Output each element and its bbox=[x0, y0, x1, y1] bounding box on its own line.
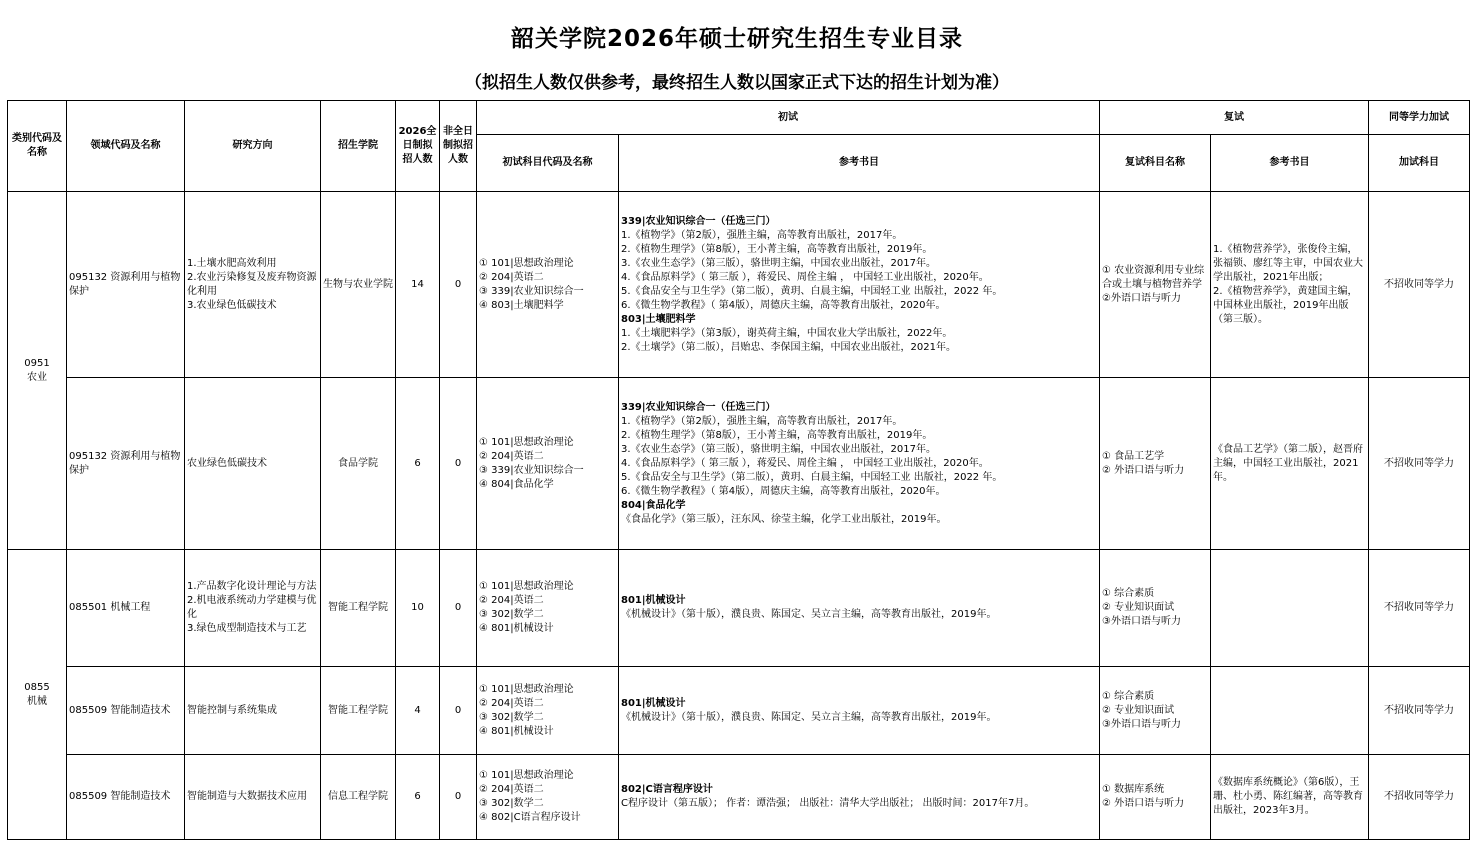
fulltime-cell: 6 bbox=[396, 755, 440, 840]
book-group-title: 804|食品化学 bbox=[621, 499, 686, 511]
header-field: 领域代码及名称 bbox=[67, 101, 185, 192]
college-cell: 智能工程学院 bbox=[321, 667, 396, 755]
parttime-cell: 0 bbox=[440, 550, 477, 667]
fulltime-cell: 14 bbox=[396, 192, 440, 378]
fulltime-cell: 4 bbox=[396, 667, 440, 755]
retest-books-cell: 《食品工艺学》（第二版），赵晋府主编，中国轻工业出版社，2021年。 bbox=[1211, 378, 1369, 550]
equiv-cell: 不招收同等学力 bbox=[1369, 192, 1470, 378]
table-row bbox=[8, 667, 1470, 755]
college-cell: 智能工程学院 bbox=[321, 550, 396, 667]
direction-cell: 1.产品数字化设计理论与方法 2.机电液系统动力学建模与优化 3.绿色成型制造技术与工艺 bbox=[185, 550, 321, 667]
prelim-subjects-cell: ① 101|思想政治理论 ② 204|英语二 ③ 302|数学二 ④ 801|机械设计 bbox=[477, 550, 619, 667]
book-group-title: 339|农业知识综合一（任选三门） bbox=[621, 215, 776, 227]
retest-subjects-cell: ① 食品工艺学 ② 外语口语与听力 bbox=[1100, 378, 1211, 550]
prelim-subjects-cell: ① 101|思想政治理论 ② 204|英语二 ③ 302|数学二 ④ 801|机械设计 bbox=[477, 667, 619, 755]
table-row bbox=[8, 378, 1470, 550]
parttime-cell: 0 bbox=[440, 378, 477, 550]
retest-books-cell: 1.《植物营养学》，张俊伶主编，张福锁、廖红等主审，中国农业大学出版社，2021年出版； 2.《植物营养学》，黄建国主编，中国林业出版社，2019年出版（第三版）。 bbox=[1211, 192, 1369, 378]
prelim-books-cell bbox=[619, 550, 1100, 667]
college-cell: 信息工程学院 bbox=[321, 755, 396, 840]
catalog-table bbox=[7, 100, 1470, 840]
retest-subjects-cell: ① 综合素质 ② 专业知识面试 ③外语口语与听力 bbox=[1100, 550, 1211, 667]
field-cell: 095132 资源利用与植物保护 bbox=[67, 378, 185, 550]
direction-cell: 1.土壤水肥高效利用 2.农业污染修复及废弃物资源化利用 3.农业绿色低碳技术 bbox=[185, 192, 321, 378]
page-subtitle: （拟招生人数仅供参考，最终招生人数以国家正式下达的招生计划为准） bbox=[465, 73, 1009, 93]
book-group-items: C程序设计（第五版）； 作者：谭浩强； 出版社：清华大学出版社； 出版时间：2017年7月。 bbox=[621, 798, 1035, 809]
book-group-title: 801|机械设计 bbox=[621, 595, 686, 606]
direction-cell: 农业绿色低碳技术 bbox=[185, 378, 321, 550]
table-body bbox=[8, 192, 1470, 840]
retest-books-cell bbox=[1211, 550, 1369, 667]
direction-cell: 智能控制与系统集成 bbox=[185, 667, 321, 755]
prelim-books-cell bbox=[619, 378, 1100, 550]
equiv-cell: 不招收同等学力 bbox=[1369, 550, 1470, 667]
parttime-cell: 0 bbox=[440, 755, 477, 840]
equiv-cell: 不招收同等学力 bbox=[1369, 755, 1470, 840]
header-prelim-books: 参考书目 bbox=[619, 135, 1100, 192]
parttime-cell: 0 bbox=[440, 667, 477, 755]
header-prelim: 初试 bbox=[477, 101, 1100, 135]
prelim-books-cell bbox=[619, 755, 1100, 840]
equiv-cell: 不招收同等学力 bbox=[1369, 378, 1470, 550]
book-group-title: 803|土壤肥料学 bbox=[621, 313, 696, 325]
header-direction: 研究方向 bbox=[185, 101, 321, 192]
retest-books-cell bbox=[1211, 667, 1369, 755]
direction-cell: 智能制造与大数据技术应用 bbox=[185, 755, 321, 840]
field-cell: 085509 智能制造技术 bbox=[67, 667, 185, 755]
header-retest-subjects: 复试科目名称 bbox=[1100, 135, 1211, 192]
header-retest: 复试 bbox=[1100, 101, 1369, 135]
college-cell: 生物与农业学院 bbox=[321, 192, 396, 378]
header-fulltime: 2026全日制拟招人数 bbox=[396, 101, 440, 192]
prelim-books-cell bbox=[619, 192, 1100, 378]
fulltime-cell: 6 bbox=[396, 378, 440, 550]
book-group-title: 802|C语言程序设计 bbox=[621, 784, 713, 795]
book-group-items: 1.《土壤肥料学》（第3版），谢英荷主编，中国农业大学出版社，2022年。 2.《土壤学》（第二版），吕贻忠、李保国主编，中国农业出版社，2021年。 bbox=[621, 327, 956, 353]
book-group-items: 《食品化学》（第三版），汪东风、徐莹主编，化学工业出版社，2019年。 bbox=[621, 513, 947, 525]
book-group-items: 1.《植物学》（第2版），强胜主编，高等教育出版社，2017年。 2.《植物生理学》（第8版），王小菁主编，高等教育出版社，2019年。 3.《农业生态学》（第三版），骆世明主编，中国农业出版社，2017年。 4.《食品原料学》（ 第三版 ），蒋爱民、周佺主编 ， 中国轻工业出版社，2020年。 5.《食品安全与卫生学》（第二版），黄玥、白晨主编，中国轻工业 出版社，2022 年。 6.《微生物学教程》（ 第4版），周德庆主编，高等教育出版社，2020年。 bbox=[621, 229, 1003, 311]
retest-books-cell: 《数据库系统概论》（第6版），王珊、杜小勇、陈红编著，高等教育出版社，2023年3月。 bbox=[1211, 755, 1369, 840]
book-group-items: 《机械设计》（第十版），濮良贵、陈国定、吴立言主编，高等教育出版社，2019年。 bbox=[621, 711, 997, 723]
book-group-items: 《机械设计》（第十版），濮良贵、陈国定、吴立言主编，高等教育出版社，2019年。 bbox=[621, 609, 997, 620]
header-retest-books: 参考书目 bbox=[1211, 135, 1369, 192]
prelim-subjects-cell: ① 101|思想政治理论 ② 204|英语二 ③ 302|数学二 ④ 802|C语言程序设计 bbox=[477, 755, 619, 840]
table-row bbox=[8, 550, 1470, 667]
table-row bbox=[8, 192, 1470, 378]
fulltime-cell: 10 bbox=[396, 550, 440, 667]
table-row bbox=[8, 755, 1470, 840]
header-prelim-subjects: 初试科目代码及名称 bbox=[477, 135, 619, 192]
retest-subjects-cell: ① 农业资源利用专业综合或土壤与植物营养学 ②外语口语与听力 bbox=[1100, 192, 1211, 378]
header-equiv: 同等学力加试 bbox=[1369, 101, 1470, 135]
category-cell: 0951 农业 bbox=[8, 192, 67, 550]
parttime-cell: 0 bbox=[440, 192, 477, 378]
field-cell: 085501 机械工程 bbox=[67, 550, 185, 667]
prelim-subjects-cell: ① 101|思想政治理论 ② 204|英语二 ③ 339|农业知识综合一 ④ 804|食品化学 bbox=[477, 378, 619, 550]
equiv-cell: 不招收同等学力 bbox=[1369, 667, 1470, 755]
book-group-title: 339|农业知识综合一（任选三门） bbox=[621, 401, 776, 413]
prelim-books-cell bbox=[619, 667, 1100, 755]
header-category: 类别代码及名称 bbox=[8, 101, 67, 192]
field-cell: 095132 资源利用与植物保护 bbox=[67, 192, 185, 378]
header-equiv-subjects: 加试科目 bbox=[1369, 135, 1470, 192]
book-group-title: 801|机械设计 bbox=[621, 697, 686, 709]
field-cell: 085509 智能制造技术 bbox=[67, 755, 185, 840]
book-group-items: 1.《植物学》（第2版），强胜主编，高等教育出版社，2017年。 2.《植物生理学》（第8版），王小菁主编，高等教育出版社，2019年。 3.《农业生态学》（第三版），骆世明主编，中国农业出版社，2017年。 4.《食品原料学》（ 第三版 ），蒋爱民、周佺主编 ， 中国轻工业出版社，2020年。 5.《食品安全与卫生学》（第二版），黄玥、白晨主编，中国轻工业 出版社，2022 年。 6.《微生物学教程》（ 第4版），周德庆主编，高等教育出版社，2020年。 bbox=[621, 415, 1003, 497]
category-cell: 0855 机械 bbox=[8, 550, 67, 840]
retest-subjects-cell: ① 综合素质 ② 专业知识面试 ③外语口语与听力 bbox=[1100, 667, 1211, 755]
page-title: 韶关学院2026年硕士研究生招生专业目录 bbox=[510, 26, 963, 52]
college-cell: 食品学院 bbox=[321, 378, 396, 550]
prelim-subjects-cell: ① 101|思想政治理论 ② 204|英语二 ③ 339|农业知识综合一 ④ 803|土壤肥料学 bbox=[477, 192, 619, 378]
header-parttime: 非全日制拟招人数 bbox=[440, 101, 477, 192]
header-college: 招生学院 bbox=[321, 101, 396, 192]
retest-subjects-cell: ① 数据库系统 ② 外语口语与听力 bbox=[1100, 755, 1211, 840]
